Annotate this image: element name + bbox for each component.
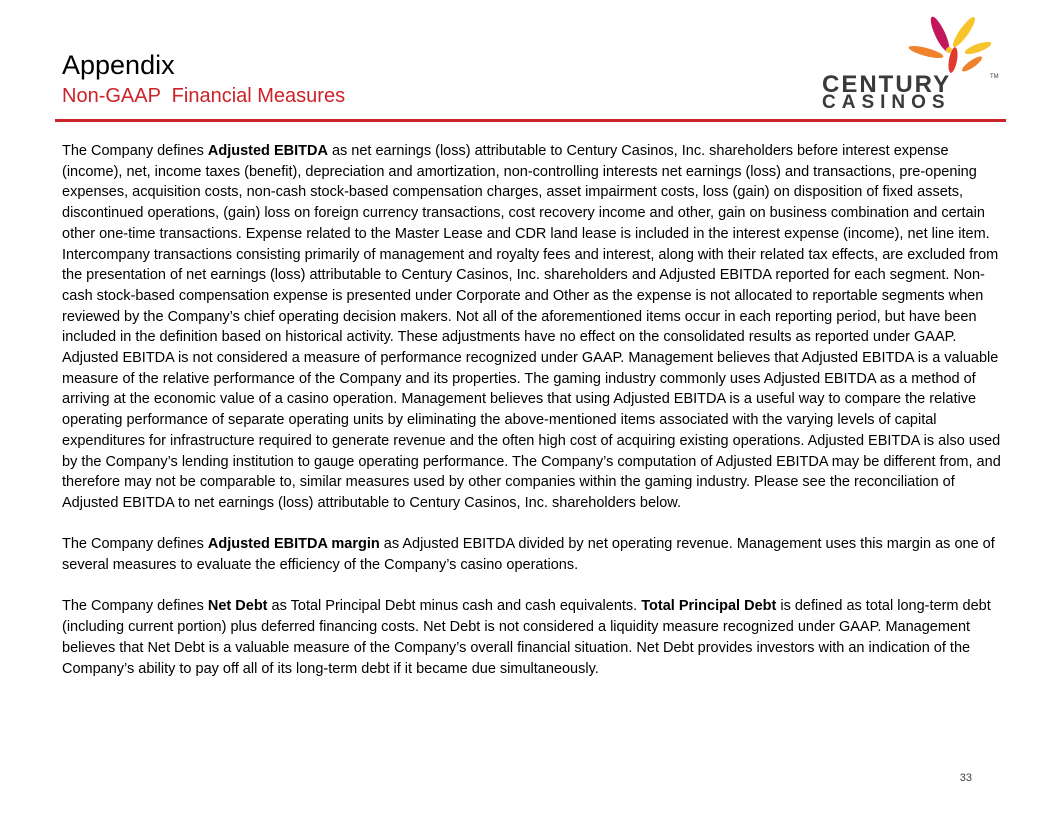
p3-lead: The Company defines [62, 598, 208, 615]
term-net-debt: Net Debt [207, 598, 268, 615]
header-divider [55, 119, 1006, 122]
p1-lead: The Company defines [62, 143, 208, 159]
net-debt-definition [62, 596, 1002, 679]
century-casinos-logo [818, 8, 1008, 112]
page-title: Appendix [62, 50, 175, 80]
p3-text: is defined as total long-term debt (including current portion) plus deferred financing costs. Net Debt is not considered a liquidity measure recognized under GAAP. Management believes that Net Debt is a valuable measure of the Company’s overall financial situation. Net Debt provides investors with an indication of the Company’s ability to pay off all of its long-term debt if it became due simultaneously. [62, 598, 991, 677]
page-subtitle: Non-GAAP Financial Measures [62, 85, 346, 107]
definitions-body [62, 141, 1002, 700]
term-total-principal-debt: Total Principal Debt [641, 598, 777, 615]
adjusted-ebitda-margin-definition [62, 534, 1002, 575]
p3-mid: as Total Principal Debt minus cash and cash equivalents. [267, 598, 642, 615]
flower-mark [908, 15, 993, 74]
logo-brand-top: CENTURY [822, 71, 952, 98]
term-adjusted-ebitda: Adjusted EBITDA [207, 143, 328, 159]
logo-brand-bottom: CASINOS [822, 92, 951, 112]
term-adjusted-ebitda-margin: Adjusted EBITDA margin [207, 536, 380, 553]
adjusted-ebitda-definition [62, 141, 1002, 514]
p2-text: as Adjusted EBITDA divided by net operating revenue. Management uses this margin as one of several measures to evaluate the efficiency of the Company’s casino operations. [62, 536, 995, 574]
logo-trademark: TM [990, 74, 999, 80]
p2-lead: The Company defines [62, 536, 208, 553]
page-number: 33 [959, 772, 972, 784]
p1-text: as net earnings (loss) attributable to Century Casinos, Inc. shareholders before interest expense (income), net, income taxes (benefit), depreciation and amortization, non-controlling interests net earnings (loss) and transactions, pre-opening expenses, acquisition costs, non-cash stock-based compensation charges, asset impairment costs, loss (gain) on disposition of fixed assets, discontinued operations, (gain) loss on foreign currency transactions, cost recovery income and other, gain on business combination and certain other one-time transactions. Expense related to the Master Lease and CDR land lease is included in the interest expense (income), net line item. Intercompany transactions consisting primarily of management and royalty fees and interest, along with their related tax effects, are excluded from the presentation of net earnings (loss) attributable to Century Casinos, Inc. shareholders and Adjusted EBITDA reported for each segment. Non-cash stock-based compensation expense is presented under Corporate and Other as the expense is not allocated to reportable segments when reviewed by the Company’s chief operating decision makers. Not all of the aforementioned items occur in each reporting period, but have been included in the definition based on historical activity. These adjustments have no effect on the consolidated results as reported under GAAP. Adjusted EBITDA is not considered a measure of performance recognized under GAAP. Management believes that Adjusted EBITDA is a valuable measure of the relative performance of the Company and its properties. The gaming industry commonly uses Adjusted EBITDA as a method of arriving at the economic value of a casino operation. Management believes that using Adjusted EBITDA is a useful way to compare the relative operating performance of separate operating units by eliminating the above-mentioned items associated with the varying levels of capital expenditures for infrastructure required to generate revenue and the often high cost of acquiring existing operations. Adjusted EBITDA is also used by the Company’s lending institution to gauge operating performance. The Company’s computation of Adjusted EBITDA may be different from, and therefore may not be comparable to, similar measures used by other companies within the gaming industry. Please see the reconciliation of Adjusted EBITDA to net earnings (loss) attributable to Century Casinos, Inc. shareholders below. [62, 143, 1001, 511]
